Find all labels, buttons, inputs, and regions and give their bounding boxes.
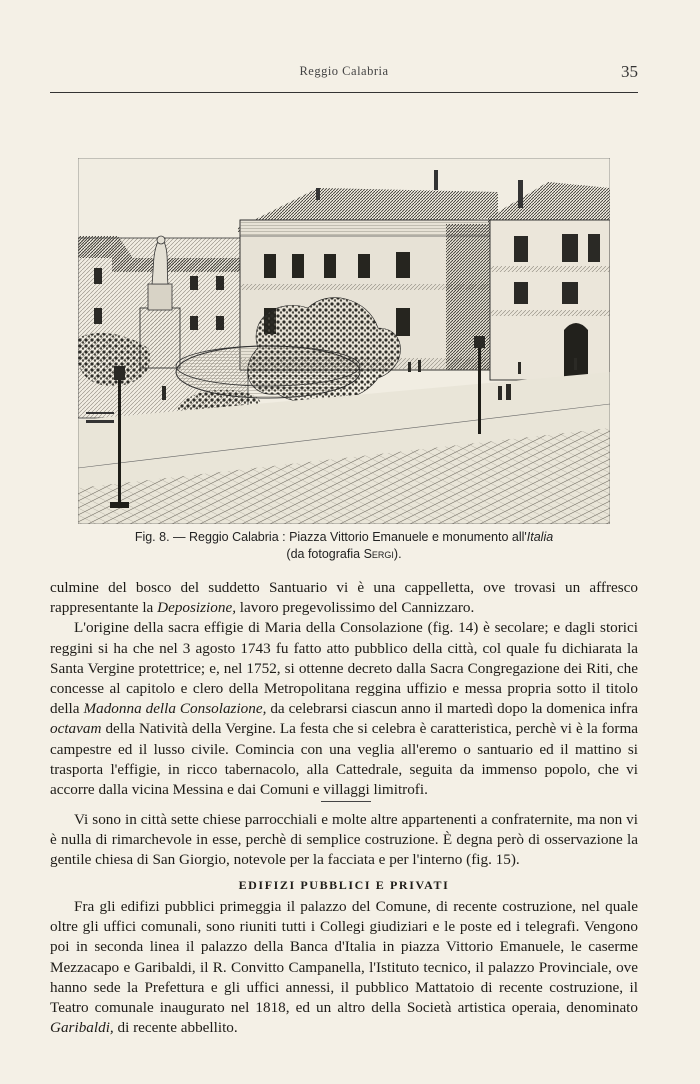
section-heading: EDIFIZI PUBBLICI E PRIVATI bbox=[238, 878, 450, 892]
p4-italic: Garibaldi, bbox=[50, 1019, 114, 1037]
p2-italic-2: octavam bbox=[50, 720, 102, 738]
p2-text-b: da celebrarsi ciascun anno il martedì dopo la domenica infra bbox=[266, 700, 638, 718]
section-divider bbox=[321, 801, 371, 802]
page-header bbox=[50, 62, 638, 84]
running-title: Reggio Calabria bbox=[299, 64, 389, 78]
p1-text-b: lavoro pregevolissimo del Cannizzaro. bbox=[236, 599, 475, 617]
p1-text-a: culmine del bosco del suddetto Santuario vi è una cappelletta, ove trovasi un affresco rappresentante la bbox=[50, 579, 638, 617]
caption-source-prefix: (da fotografia bbox=[286, 547, 361, 561]
engraving-illustration bbox=[78, 158, 610, 524]
figure-caption bbox=[50, 529, 638, 563]
header-rule bbox=[50, 92, 638, 93]
page-number: 35 bbox=[621, 62, 638, 81]
p2-text-c: della Natività della Vergine. La festa che si celebra è caratteristica, perchè vi è la forma campestre ed il lusso civile. Comincia con una veglia all'eremo o santuario ed il mattino si trasporta l'effigie, in ricco tabernacolo, alla Cattedrale, seguita da immenso popolo, che vi accorre dalla vicina Messina e dai Comuni e villaggi limitrofi. bbox=[50, 720, 638, 799]
p3-text: Vi sono in città sette chiese parrocchiali e molte altre appartenenti a confraternite, ma non vi è nulla di rimarchevole in esse, perchè di semplice costruzione. È degna però di osservazione la gentile chiesa di San Giorgio, notevole per la facciata e per l'interno (fig. 15). bbox=[50, 811, 638, 869]
caption-source-author: Sergi bbox=[363, 547, 394, 561]
p1-italic: Deposizione, bbox=[157, 599, 236, 617]
caption-source-suffix: ). bbox=[393, 547, 402, 561]
body-paragraph-4 bbox=[50, 897, 638, 1038]
p4-text-b: di recente abbellito. bbox=[113, 1019, 238, 1037]
p2-italic-1: Madonna della Consolazione, bbox=[83, 700, 267, 718]
body-paragraph-3 bbox=[50, 810, 638, 871]
p4-text-a: Fra gli edifizi pubblici primeggia il palazzo del Comune, di recente costruzione, nel quale oltre gli uffici comunali, sono riuniti tutti i Collegi giudiziari e le poste ed i telegrafi. Vengono poi in seconda linea il palazzo della Banca d'Italia in piazza Vittorio Emanuele, le caserme Mezzacapo e Garibaldi, il R. Convitto Campanella, l'Istituto tecnico, il palazzo Provinciale, ove hanno sede la Prefettura e gli uffici annessi, il pubblico Mattatoio di recente costruzione, il Teatro comunale inaugurato nel 1818, ed un altro della Società artistica operaia, denominato bbox=[50, 898, 638, 1017]
p2-text-a: L'origine della sacra effigie di Maria della Consolazione (fig. 14) è secolare; e dagli storici reggini si ha che nel 3 agosto 1743 fu fatto atto pubblico della città, col quale fu dichiarata la Santa Vergine protettrice; e, nel 1752, si ottenne decreto dalla Sacra Congregazione dei Riti, che concesse al capitolo e clero della Metropolitana reggina uffizio e messa propria sotto il titolo della bbox=[50, 619, 638, 718]
caption-text: Reggio Calabria : Piazza Vittorio Emanuele e monumento all' bbox=[189, 530, 527, 544]
caption-italic: Italia bbox=[526, 530, 554, 544]
body-paragraph-1 bbox=[50, 578, 638, 800]
caption-label: Fig. 8. — bbox=[134, 530, 186, 544]
